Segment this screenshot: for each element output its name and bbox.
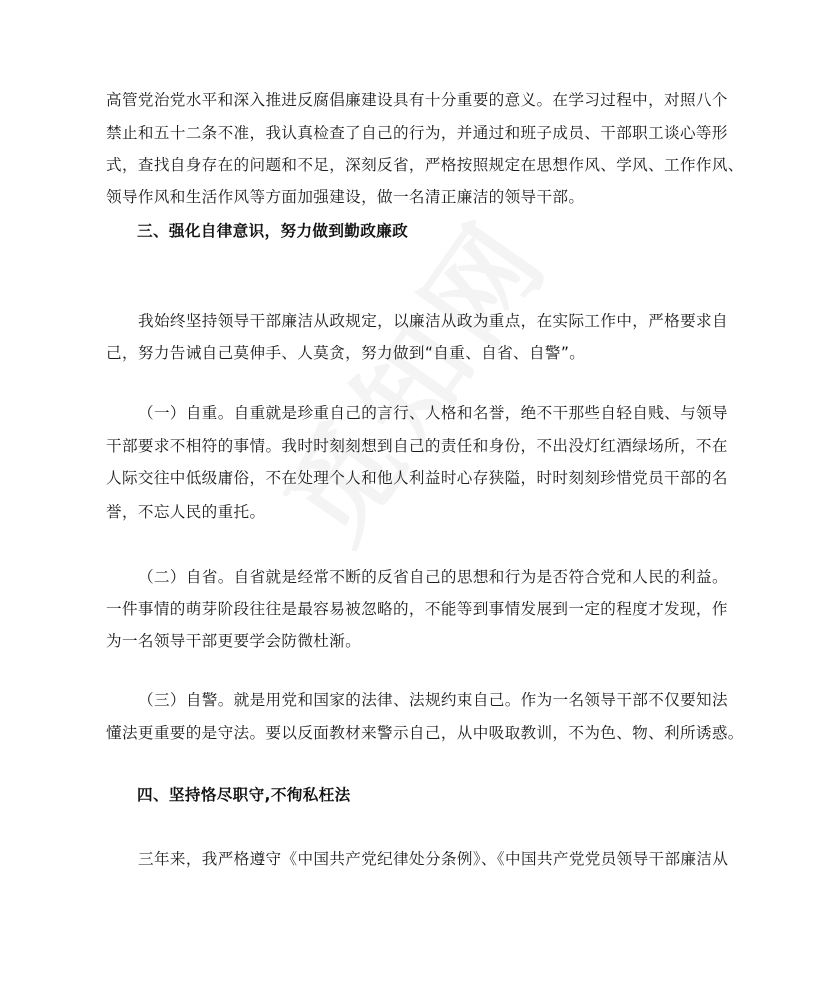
paragraph-line: 禁止和五十二条不准，我认真检查了自己的行为，并通过和班子成员、干部职工谈心等形	[106, 124, 728, 142]
paragraph-line: 为一名领导干部更要学会防微杜渐。	[106, 632, 362, 650]
paragraph-line: 誉，不忘人民的重托。	[106, 503, 266, 521]
paragraph-line: 领导作风和生活作风等方面加强建设，做一名清正廉洁的领导干部。	[106, 188, 585, 206]
paragraph-line: 式，查找自身存在的问题和不足，深刻反省，严格按照规定在思想作风、学风、工作作风、	[106, 156, 744, 174]
paragraph-line: 己，努力告诫自己莫伸手、人莫贪，努力做到“自重、自省、自警”。	[106, 344, 586, 362]
paragraph-line: 干部要求不相符的事情。我时时刻刻想到自己的责任和身份，不出没灯红酒绿场所，不在	[106, 437, 728, 455]
section-heading: 三、强化自律意识，努力做到勤政廉政	[137, 222, 409, 240]
paragraph-line: （一）自重。自重就是珍重自己的言行、人格和名誉，绝不干那些自轻自贱、与领导	[138, 404, 728, 422]
paragraph-line: 高管党治党水平和深入推进反腐倡廉建设具有十分重要的意义。在学习过程中，对照八个	[106, 91, 728, 109]
paragraph-line: 一件事情的萌芽阶段往往是最容易被忽略的，不能等到事情发展到一定的程度才发现，作	[106, 600, 728, 618]
paragraph-line: 人际交往中低级庸俗，不在处理个人和他人利益时心存狭隘，时时刻刻珍惜党员干部的名	[106, 469, 728, 487]
paragraph-line: 我始终坚持领导干部廉洁从政规定，以廉洁从政为重点，在实际工作中，严格要求自	[138, 312, 728, 330]
section-heading: 四、坚持恪尽职守,不徇私枉法	[137, 786, 351, 804]
paragraph-line: （三）自警。就是用党和国家的法律、法规约束自己。作为一名领导干部不仅要知法	[138, 691, 728, 709]
paragraph-line: 懂法更重要的是守法。要以反面教材来警示自己，从中吸取教训，不为色、物、利所诱惑。	[106, 724, 744, 742]
paragraph-line: 三年来，我严格遵守《中国共产党纪律处分条例》、《中国共产党党员领导干部廉洁从	[138, 850, 729, 868]
paragraph-line: （二）自省。自省就是经常不断的反省自己的思想和行为是否符合党和人民的利益。	[138, 568, 728, 586]
